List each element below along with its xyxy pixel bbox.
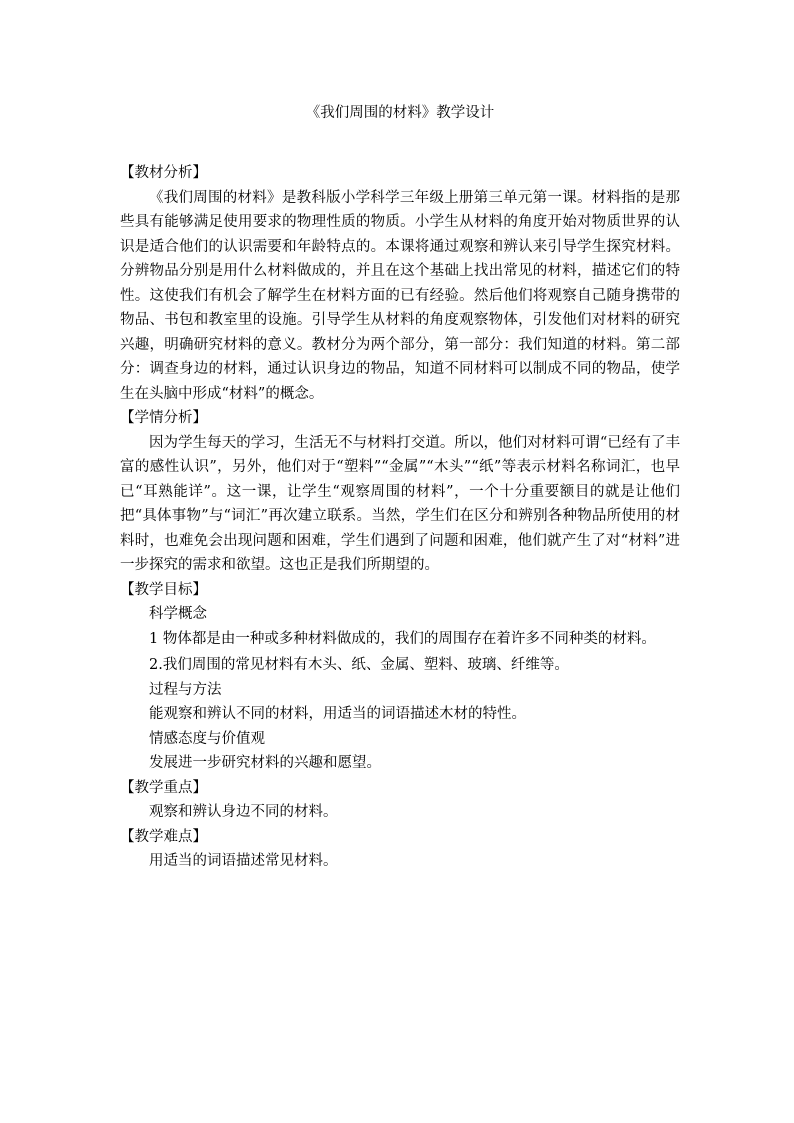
document-title: 《我们周围的材料》教学设计 — [305, 105, 495, 121]
objective-concept-label: 科学概念 — [149, 606, 207, 622]
objective-attitude-label: 情感态度与价值观 — [149, 730, 265, 747]
objective-process-label: 过程与方法 — [149, 681, 222, 698]
student-analysis-paragraph: 因为学生每天的学习，生活无不与材料打交道。所以，他们对材料可谓“已经有了丰富的感性认识”，另外，他们对于“塑料”“金属”“木头”“纸”等表示材料名称词汇，也早已“耳熟能详”。这一课，让学生“观察周围的材料”，一个十分重要额目的就是让他们把“具体事物”与“词汇”再次建立联系。当然，学生们在区分和辨别各种物品所使用的材料时，也难免会出现问题和困难，学生们遇到了问题和困难，他们就产生了对“材料”进一步探究的需求和欲望。这也正是我们所期望的。 — [120, 434, 680, 573]
objective-process-text: 能观察和辨认不同的材料，用适当的词语描述木材的特性。 — [149, 706, 526, 722]
textbook-analysis-paragraph: 《我们周围的材料》是教科版小学科学三年级上册第三单元第一课。材料指的是那些具有能够满足使用要求的物理性质的物质。小学生从材料的角度开始对物质世界的认识是适合他们的认识需要和年龄特点的。本课将通过观察和辨认来引导学生探究材料。分辨物品分别是用什么材料做成的，并且在这个基础上找出常见的材料，描述它们的特性。这使我们有机会了解学生在材料方面的已有经验。然后他们将观察自己随身携带的物品、书包和教室里的设施。引导学生从材料的角度观察物体，引发他们对材料的研究兴趣，明确研究材料的意义。教材分为两个部分，第一部分：我们知道的材料。第二部分：调查身边的材料，通过认识身边的物品，知道不同材料可以制成不同的物品，使学生在头脑中形成“材料”的概念。 — [120, 189, 680, 402]
objective-concept-item-2: 2.我们周围的常见材料有木头、纸、金属、塑料、玻璃、纤维等。 — [149, 657, 569, 673]
section-heading-difficulties: 【教学难点】 — [120, 828, 207, 845]
section-heading-textbook-analysis: 【教材分析】 — [120, 165, 207, 181]
section-heading-key-points: 【教学重点】 — [120, 779, 207, 796]
difficulties-text: 用适当的词语描述常见材料。 — [149, 853, 338, 869]
key-points-text: 观察和辨认身边不同的材料。 — [149, 804, 338, 820]
section-heading-objectives: 【教学目标】 — [120, 581, 207, 598]
objective-attitude-text: 发展进一步研究材料的兴趣和愿望。 — [149, 755, 381, 771]
section-heading-student-analysis: 【学情分析】 — [120, 410, 207, 426]
document-page — [120, 103, 680, 874]
objective-concept-item-1: 1 物体都是由一种或多种材料做成的，我们的周围存在着许多不同种类的材料。 — [149, 630, 656, 647]
